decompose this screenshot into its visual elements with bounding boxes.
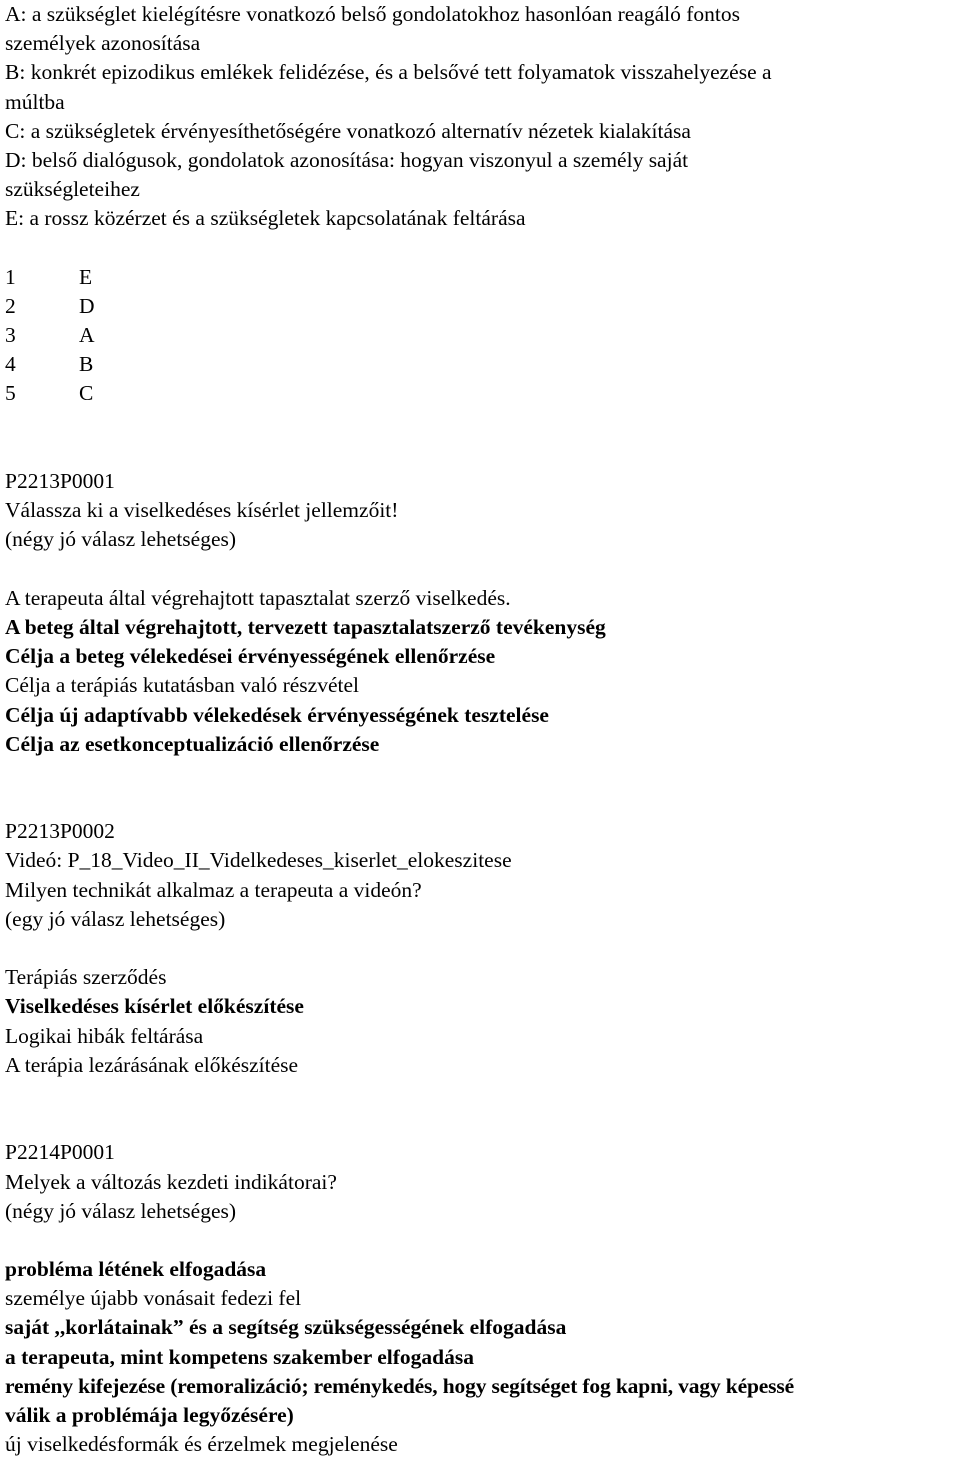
matching-number: 5 [5, 381, 16, 406]
answer-note: (egy jó válasz lehetséges) [5, 906, 226, 931]
question-code: P2213P0002 [5, 819, 115, 844]
answer-option-correct: Célja új adaptívabb vélekedések érvényességének tesztelése [5, 702, 549, 727]
option-line: személyek azonosítása [5, 31, 201, 56]
matching-number: 1 [5, 264, 16, 289]
matching-letter: B [79, 352, 94, 377]
answer-option: személye újabb vonásait fedezi fel [5, 1286, 302, 1311]
answer-option-correct: válik a problémája legyőzésére) [5, 1403, 294, 1428]
option-line: múltba [5, 89, 65, 114]
question-code: P2214P0001 [5, 1140, 115, 1165]
matching-letter: D [79, 293, 95, 318]
answer-option: Logikai hibák feltárása [5, 1023, 204, 1048]
answer-option-correct: saját ,,korlátainak” és a segítség szükségességének elfogadása [5, 1315, 567, 1340]
question-p2214p0001 [5, 1138, 960, 1459]
question-p2213p0002 [5, 817, 960, 1080]
answer-note: (négy jó válasz lehetséges) [5, 1198, 237, 1223]
question-text: Válassza ki a viselkedéses kísérlet jellemzőit! [5, 498, 399, 523]
answer-option-correct: a terapeuta, mint kompetens szakember elfogadása [5, 1344, 474, 1369]
option-line: C: a szükségletek érvényesíthetőségére vonatkozó alternatív nézetek kialakítása [5, 118, 691, 143]
question-text: Melyek a változás kezdeti indikátorai? [5, 1169, 337, 1194]
video-reference: Videó: P_18_Video_II_Videlkedeses_kiserlet_elokeszitese [5, 848, 512, 873]
answer-option: új viselkedésformák és érzelmek megjelenése [5, 1432, 398, 1457]
answer-option: Célja a terápiás kutatásban való részvétel [5, 673, 359, 698]
question-p2213p0001 [5, 467, 960, 759]
answer-option: Terápiás szerződés [5, 965, 167, 990]
matching-row [5, 379, 960, 408]
matching-number: 4 [5, 352, 16, 377]
option-line: szükségleteihez [5, 177, 140, 202]
matching-letter: A [79, 323, 95, 348]
matching-row [5, 292, 960, 321]
intro-options [5, 0, 960, 234]
answer-option-correct: Célja a beteg vélekedései érvényességének ellenőrzése [5, 644, 496, 669]
answer-option-correct: probléma létének elfogadása [5, 1257, 267, 1282]
answer-option-correct: Viselkedéses kísérlet előkészítése [5, 994, 304, 1019]
option-line: B: konkrét epizodikus emlékek felidézése, és a belsővé tett folyamatok visszahelyezése a [5, 60, 772, 85]
answer-option-correct: remény kifejezése (remoralizáció; reménykedés, hogy segítséget fog kapni, vagy képessé [5, 1373, 795, 1398]
matching-row [5, 263, 960, 292]
answer-option: A terápia lezárásának előkészítése [5, 1052, 299, 1077]
option-line: D: belső dialógusok, gondolatok azonosítása: hogyan viszonyul a személy saját [5, 147, 689, 172]
matching-number: 2 [5, 293, 16, 318]
matching-number: 3 [5, 323, 16, 348]
answer-option-correct: A beteg által végrehajtott, tervezett tapasztalatszerző tevékenység [5, 614, 606, 639]
matching-letter: C [79, 381, 94, 406]
question-text: Milyen technikát alkalmaz a terapeuta a videón? [5, 877, 422, 902]
question-code: P2213P0001 [5, 469, 115, 494]
option-line: E: a rossz közérzet és a szükségletek kapcsolatának feltárása [5, 206, 526, 231]
option-line: A: a szükséglet kielégítésre vonatkozó belső gondolatokhoz hasonlóan reagáló fontos [5, 2, 740, 26]
answer-note: (négy jó válasz lehetséges) [5, 527, 237, 552]
document-page [5, 0, 960, 1459]
answer-option-correct: Célja az esetkonceptualizáció ellenőrzése [5, 731, 380, 756]
matching-row [5, 321, 960, 350]
matching-answers [5, 263, 960, 409]
answer-option: A terapeuta által végrehajtott tapasztalat szerző viselkedés. [5, 585, 511, 610]
matching-letter: E [79, 264, 93, 289]
matching-row [5, 350, 960, 379]
